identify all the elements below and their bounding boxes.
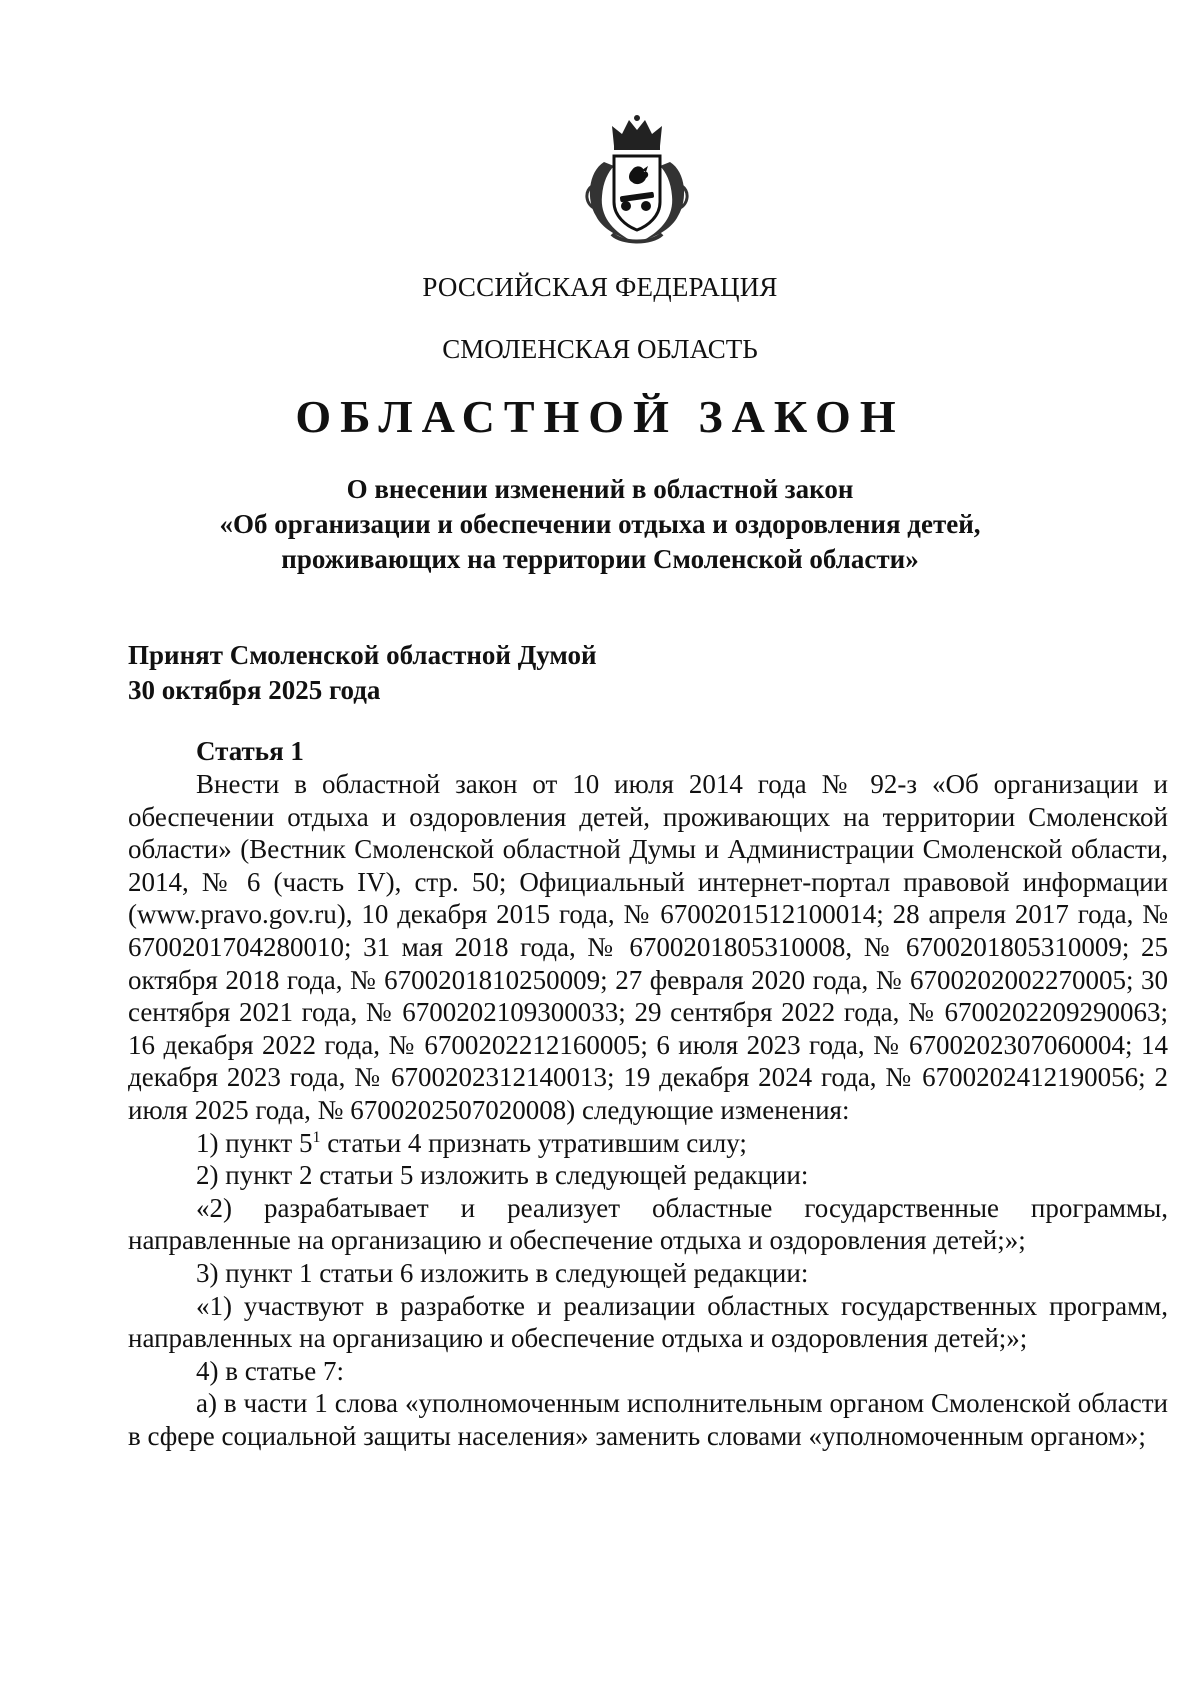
- adoption-date: 30 октября 2025 года: [128, 675, 381, 705]
- region-name: СМОЛЕНСКАЯ ОБЛАСТЬ: [442, 334, 758, 364]
- law-title: [150, 472, 1050, 577]
- document-type: ОБЛАСТНОЙ ЗАКОН: [295, 391, 905, 442]
- law-title-line: «Об организации и обеспечении отдыха и оздоровления детей,: [219, 509, 981, 539]
- amendment-item-3: 3) пункт 1 статьи 6 изложить в следующей редакции:: [196, 1257, 809, 1288]
- adoption-note: [128, 638, 597, 708]
- amendment-item-4a: а) в части 1 слова «уполномоченным исполнительным органом Смоленской области в сфере социальной защиты населения» заменить словами «уполномоченным органом»;: [128, 1388, 1168, 1451]
- adoption-body: Принят Смоленской областной Думой: [128, 640, 597, 670]
- article-body: [128, 768, 1168, 1452]
- article-intro-paragraph: Внести в областной закон от 10 июля 2014 года № 92-з «Об организации и обеспечении отдыха и оздоровления детей, проживающих на территории Смоленской области» (Вестник Смоленской областной Думы и Администрации Смоленской области, 2014, № 6 (часть IV), стр. 50; Официальный интернет-портал правовой информации (www.pravo.gov.ru), 10 декабря 2015 года, № 6700201512100014; 28 апреля 2017 года, № 6700201704280010; 31 мая 2018 года, № 6700201805310008, № 6700201805310009; 25 октября 2018 года, № 6700201810250009; 27 февраля 2020 года, № 6700202002270005; 30 сентября 2021 года, № 6700202109300033; 29 сентября 2022 года, № 6700202209290063; 16 декабря 2022 года, № 6700202212160005; 6 июля 2023 года, № 6700202307060004; 14 декабря 2023 года, № 6700202312140013; 19 декабря 2024 года, № 6700202412190056; 2 июля 2025 года, № 6700202507020008) следующие изменения:: [128, 769, 1168, 1125]
- law-title-line: проживающих на территории Смоленской области»: [281, 544, 919, 574]
- amendment-item-1-text-end: статьи 4 признать утратившим силу;: [320, 1127, 747, 1158]
- amendment-item-2: 2) пункт 2 статьи 5 изложить в следующей редакции:: [196, 1160, 809, 1191]
- coat-of-arms-emblem: [582, 112, 692, 247]
- law-title-line: О внесении изменений в областной закон: [346, 474, 854, 504]
- amendment-item-1: [128, 1127, 1168, 1160]
- amendment-item-3-quote: «1) участвуют в разработке и реализации областных государственных программ, направленных на организацию и обеспечение отдыха и оздоровления детей;»;: [128, 1290, 1168, 1354]
- amendment-item-1-text: 1) пункт 5: [196, 1127, 313, 1158]
- amendment-item-2-quote: «2) разрабатывает и реализует областные государственные программы, направленные на организацию и обеспечение отдыха и оздоровления детей;»;: [128, 1192, 1168, 1256]
- country-name: РОССИЙСКАЯ ФЕДЕРАЦИЯ: [422, 272, 778, 302]
- article-heading: Статья 1: [196, 736, 304, 766]
- superscript-index: 1: [312, 1128, 321, 1146]
- amendment-item-4: 4) в статье 7:: [196, 1355, 344, 1386]
